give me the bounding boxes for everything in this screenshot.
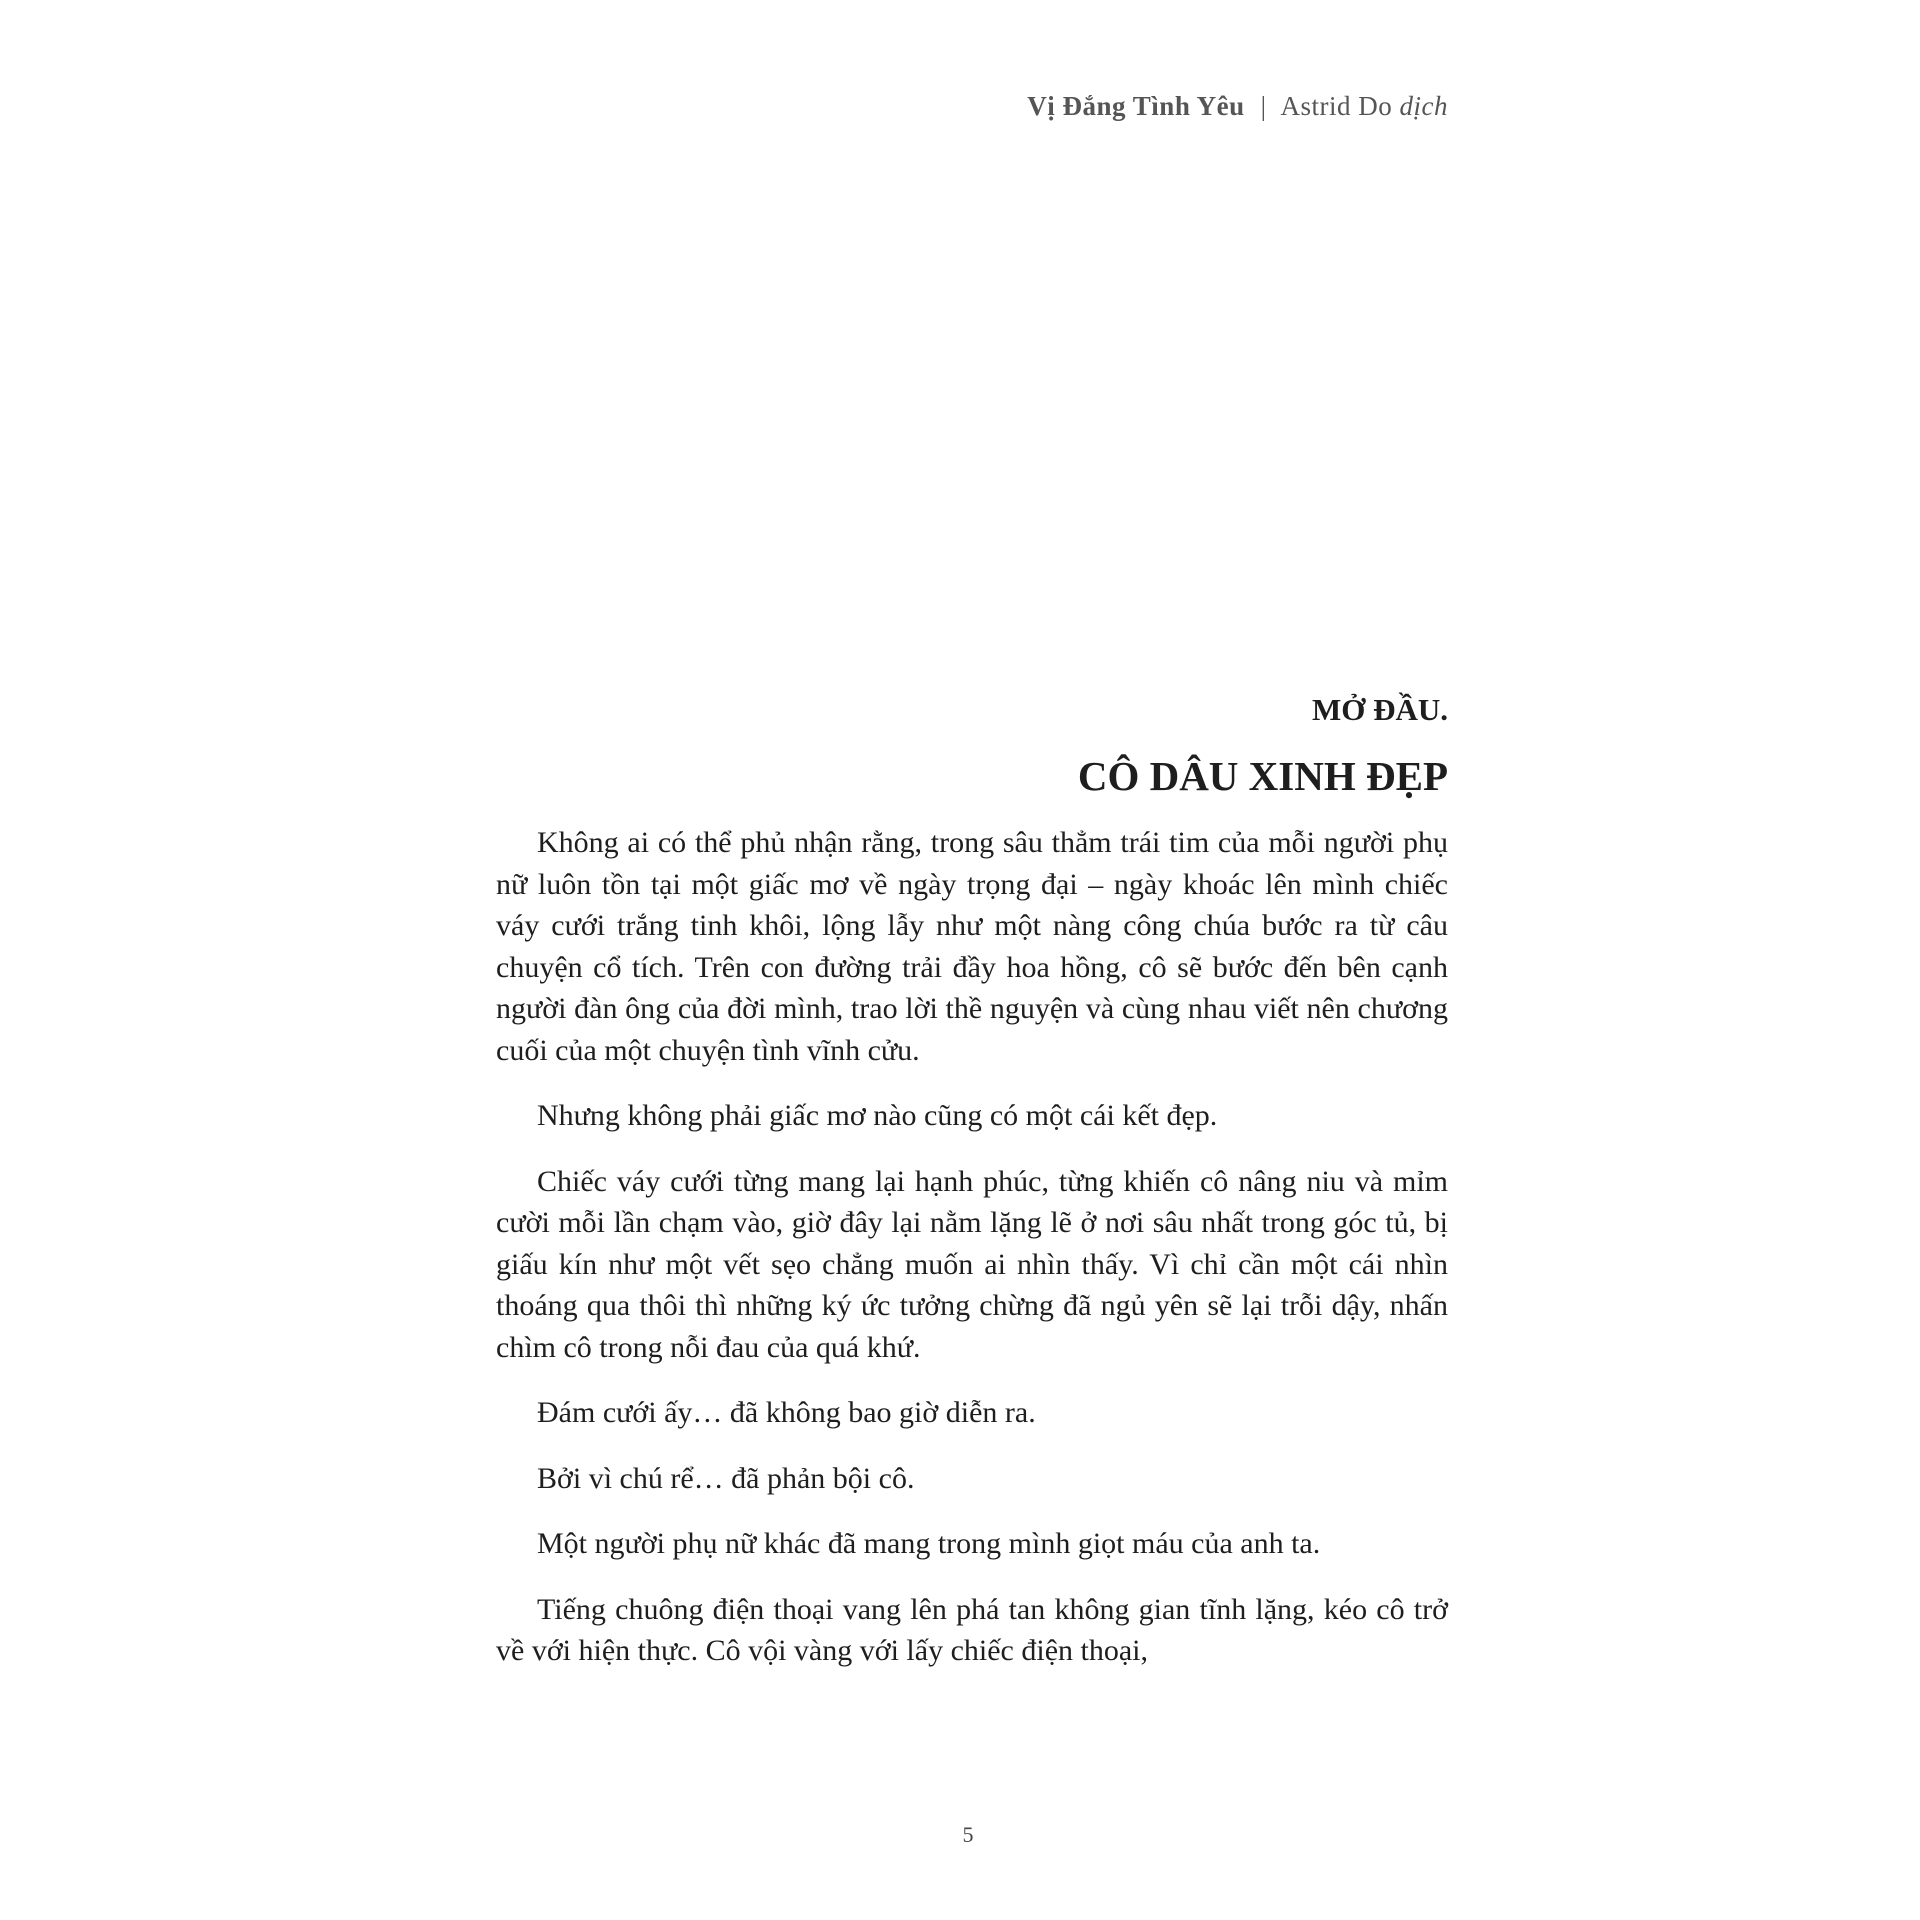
page-number: 5 (962, 1822, 974, 1847)
translator-role: dịch (1399, 91, 1448, 121)
translator-name: Astrid Do (1280, 91, 1393, 121)
paragraph: Đám cưới ấy… đã không bao giờ diễn ra. (537, 1396, 1036, 1429)
paragraph: Không ai có thể phủ nhận rằng, trong sâu thẳm trái tim của mỗi người phụ nữ luôn tồn tại một giấc mơ về ngày trọng đại – ngày khoác lên mình chiếc váy cưới trắng tinh khôi, lộng lẫy như một nàng công chúa bước ra từ câu chuyện cổ tích. Trên con đường trải đầy hoa hồng, cô sẽ bước đến bên cạnh người đàn ông của đời mình, trao lời thề nguyện và cùng nhau viết nên chương cuối của một chuyện tình vĩnh cửu. (496, 826, 1448, 1067)
book-title: Vị Đắng Tình Yêu (1027, 91, 1245, 121)
paragraph: Nhưng không phải giấc mơ nào cũng có một cái kết đẹp. (537, 1099, 1218, 1132)
paragraph: Bởi vì chú rể… đã phản bội cô. (537, 1461, 915, 1495)
running-header (1027, 91, 1448, 122)
paragraph: Tiếng chuông điện thoại vang lên phá tan không gian tĩnh lặng, kéo cô trở về với hiện thực. Cô vội vàng với lấy chiếc điện thoại, (496, 1592, 1448, 1667)
chapter-title: CÔ DÂU XINH ĐẸP (1077, 753, 1448, 799)
header-separator: | (1260, 91, 1267, 121)
paragraph: Chiếc váy cưới từng mang lại hạnh phúc, từng khiến cô nâng niu và mỉm cười mỗi lần chạm vào, giờ đây lại nằm lặng lẽ ở nơi sâu nhất trong góc tủ, bị giấu kín như một vết sẹo chẳng muốn ai nhìn thấy. Vì chỉ cần một cái nhìn thoáng qua thôi thì những ký ức tưởng chừng đã ngủ yên sẽ lại trỗi dậy, nhấn chìm cô trong nỗi đau của quá khứ. (496, 1164, 1448, 1364)
body-text (496, 822, 1448, 1696)
paragraph: Một người phụ nữ khác đã mang trong mình giọt máu của anh ta. (537, 1527, 1321, 1560)
chapter-label: MỞ ĐẦU. (1311, 692, 1448, 727)
